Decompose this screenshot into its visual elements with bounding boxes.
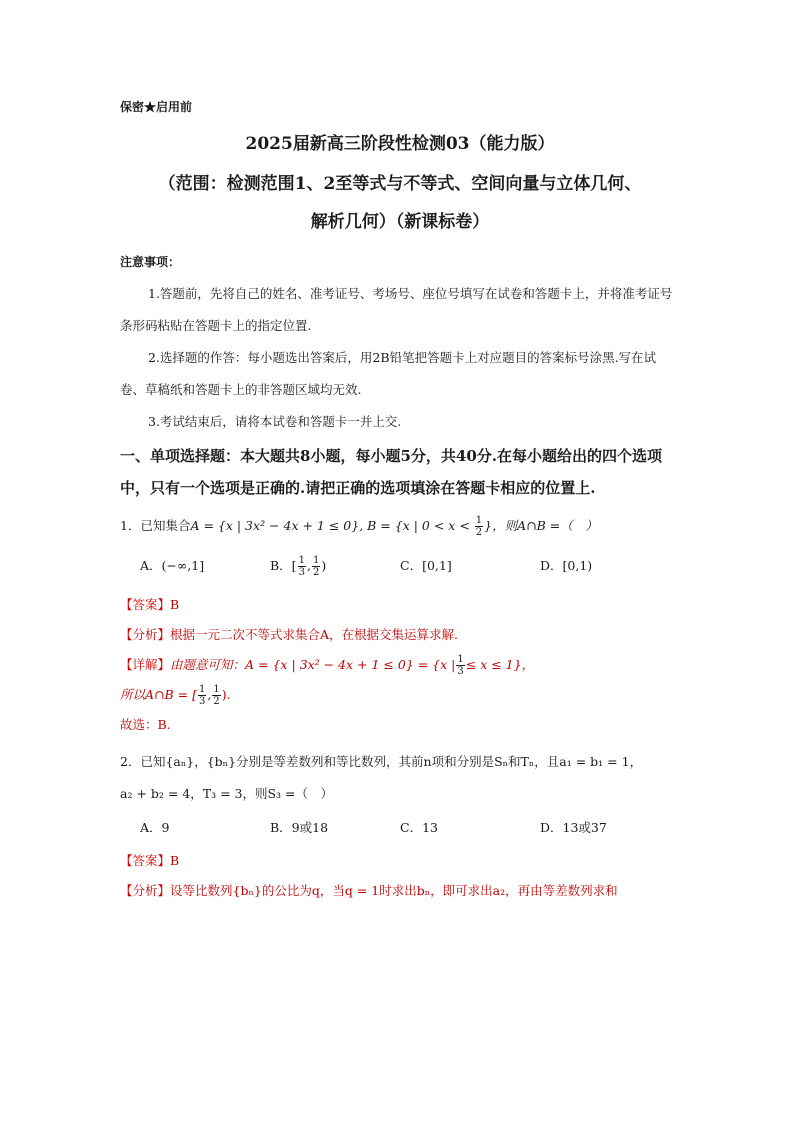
q1-set-b-pre: , B = {x | 0 < x < — [359, 518, 470, 533]
q1-option-d: D．[0,1) — [540, 558, 593, 573]
q2-option-d: D．13或37 — [540, 820, 607, 835]
question-2-line2: a₂ + b₂ = 4，T₃ = 3，则S₃ =（ ） — [120, 786, 334, 801]
note-item-2: 2.选择题的作答：每小题选出答案后，用2B铅笔把答题卡上对应题目的答案标号涂黑.写在试卷、草稿纸和答题卡上的非答题区域均无效. — [120, 350, 657, 397]
q1-prefix: 1．已知集合 — [120, 518, 191, 533]
q1-option-c: C．[0,1] — [400, 558, 452, 573]
q1-choose: 故选：B. — [120, 717, 171, 732]
q1-option-a: A．(−∞,1] — [140, 558, 205, 573]
confidential-mark: 保密★启用前 — [120, 100, 193, 114]
q1-answer: 【答案】B — [120, 597, 180, 612]
q2-option-b: B．9或18 — [270, 820, 329, 835]
q1-conclusion: 所以A∩B = [ $\frac{1}{3}$ , $\frac{1}{2}$ ). — [120, 684, 231, 707]
exam-scope-line2: 解析几何）（新课标卷） — [310, 212, 490, 232]
question-2-line1: 2．已知{aₙ}，{bₙ}分别是等差数列和等比数列，其前n项和分别是Sₙ和Tₙ，且a₁ = b₁ = 1， — [120, 754, 643, 769]
exam-scope-line1: （范围：检测范围1、2至等式与不等式、空间向量与立体几何、 — [158, 174, 642, 194]
q1-ask: ，则A∩B =（ ） — [492, 518, 598, 533]
note-item-1: 1.答题前，先将自己的姓名、准考证号、考场号、座位号填写在试卷和答题卡上，并将准考证号条形码粘贴在答题卡上的指定位置. — [120, 286, 673, 333]
exam-title: 2025届新高三阶段性检测03（能力版） — [245, 134, 555, 154]
q2-option-c: C．13 — [400, 820, 438, 835]
page-content — [120, 98, 680, 906]
q1-set-b-post: } — [484, 518, 493, 533]
q1-options — [120, 550, 680, 582]
section-heading: 一、单项选择题：本大题共8小题，每小题5分，共40分.在每小题给出的四个选项中，只有一个选项是正确的.请把正确的选项填涂在答题卡相应的位置上. — [120, 447, 662, 497]
note-item-3: 3.考试结束后，请将本试卷和答题卡一并上交. — [148, 414, 402, 429]
q1-option-b: B．[ $\frac{1}{3}$ , $\frac{1}{2}$ ) — [270, 555, 327, 578]
question-1 — [120, 510, 680, 542]
notes-heading: 注意事项： — [120, 255, 181, 269]
q1-set-a: A = {x | 3x² − 4x + 1 ≤ 0} — [190, 518, 360, 533]
q1-analysis: 【分析】根据一元二次不等式求集合A，在根据交集运算求解. — [120, 627, 459, 642]
q2-answer: 【答案】B — [120, 853, 180, 868]
q1-set-b-fraction: $\frac{1}{2}$ — [475, 515, 483, 538]
q1-detail: 【详解】由题意可知：A = {x | 3x² − 4x + 1 ≤ 0} = {x | $\frac{1}{3}$ ≤ x ≤ 1}， — [120, 654, 535, 677]
q2-analysis: 【分析】设等比数列{bₙ}的公比为q，当q = 1时求出bₙ，即可求出a₂，再由等差数列求和 — [120, 883, 618, 898]
q2-option-a: A．9 — [140, 820, 170, 835]
q2-options — [120, 812, 680, 844]
